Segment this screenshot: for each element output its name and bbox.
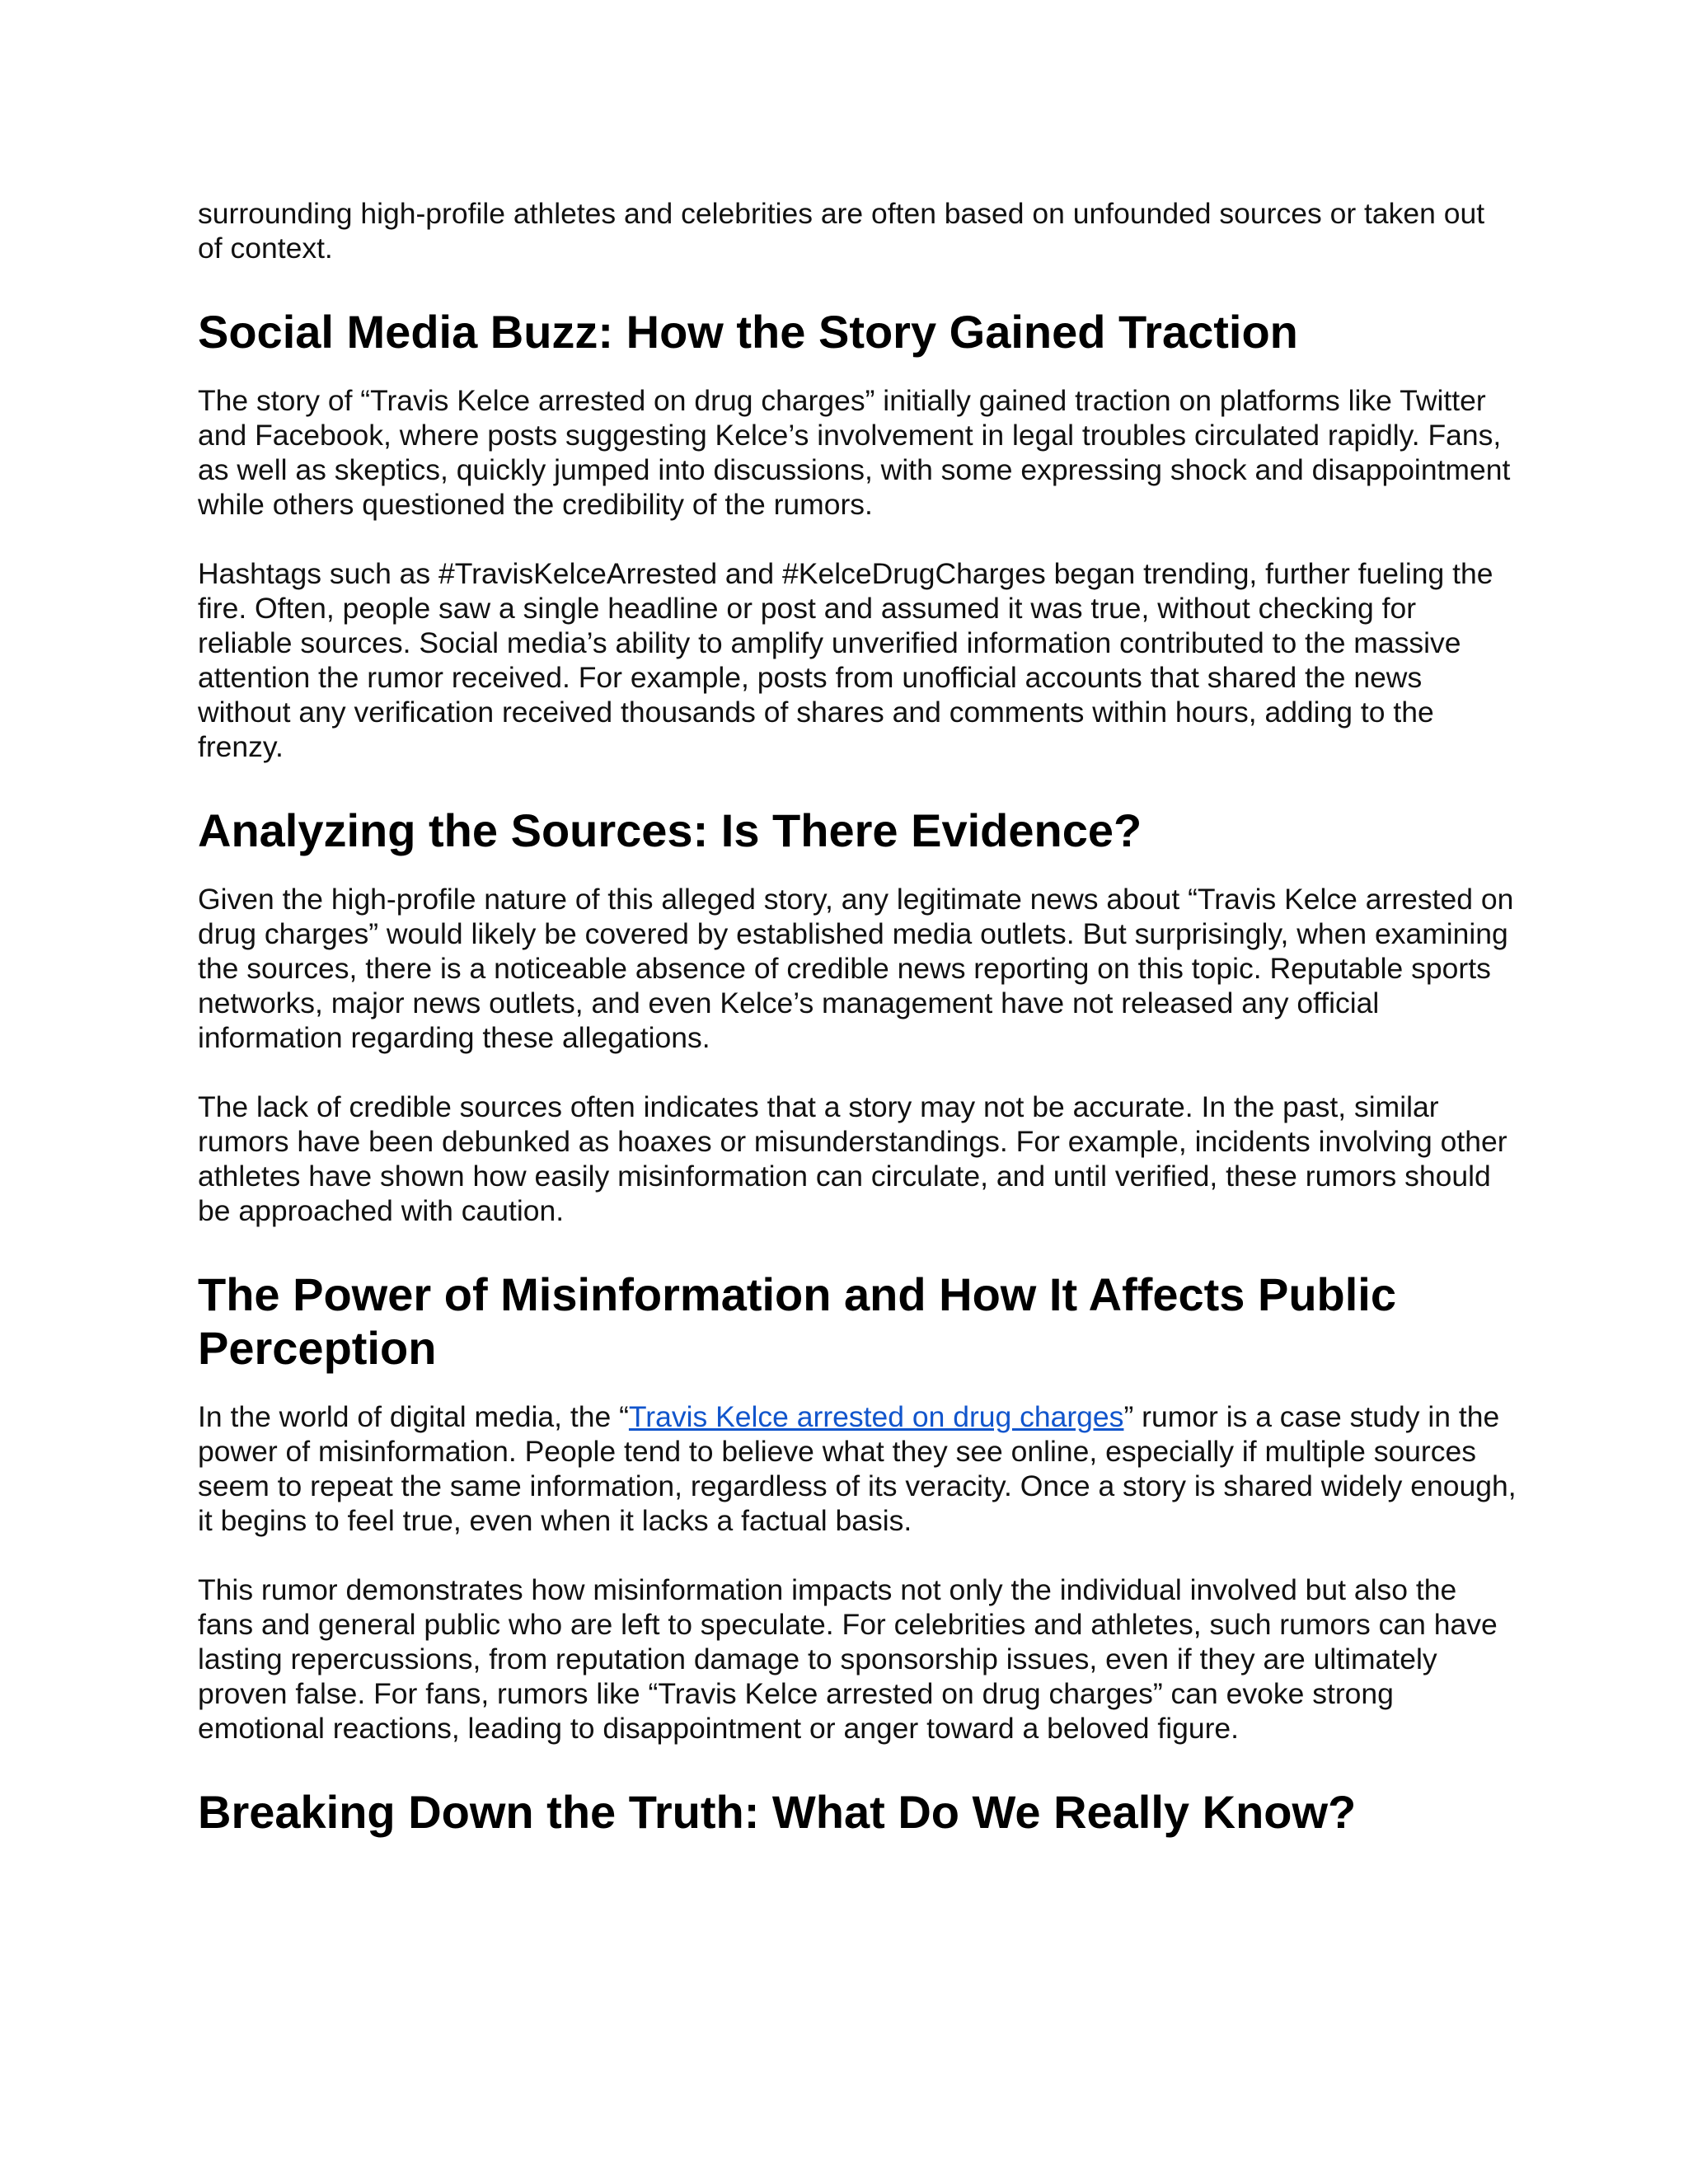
section-breaking-down-truth (198, 1785, 1517, 1839)
body-paragraph: Given the high-profile nature of this alleged story, any legitimate news about “Travis Kelce arrested on drug charges” would likely be covered by established media outlets. But surprisingly, when examining the sources, there is a noticeable absence of credible news reporting on this topic. Reputable sports networks, major news outlets, and even Kelce’s management have not released any official information regarding these allegations. (198, 883, 1514, 1054)
section-heading: Social Media Buzz: How the Story Gained Traction (198, 306, 1298, 358)
section-power-of-misinformation (198, 1268, 1517, 1746)
paragraph-text: In the world of digital media, the “ (198, 1400, 629, 1433)
body-paragraph: The lack of credible sources often indicates that a story may not be accurate. In the past, similar rumors have been debunked as hoaxes or misunderstandings. For example, incidents involving other athletes have shown how easily misinformation can circulate, and until verified, these rumors should be approached with caution. (198, 1090, 1507, 1227)
section-heading: The Power of Misinformation and How It Affects Public Perception (198, 1268, 1397, 1374)
body-paragraph-with-link (198, 1399, 1517, 1538)
intro-paragraph: surrounding high-profile athletes and celebrities are often based on unfounded sources or taken out of context. (198, 197, 1485, 265)
body-paragraph: Hashtags such as #TravisKelceArrested and #KelceDrugCharges began trending, further fueling the fire. Often, people saw a single headline or post and assumed it was true, without checking for reliable sources. Social media’s ability to amplify unverified information contributed to the massive attention the rumor received. For example, posts from unofficial accounts that shared the news without any verification received thousands of shares and comments within hours, adding to the frenzy. (198, 557, 1493, 763)
travis-kelce-article-link[interactable]: Travis Kelce arrested on drug charges (628, 1400, 1124, 1433)
section-analyzing-sources (198, 804, 1517, 1228)
body-paragraph: The story of “Travis Kelce arrested on drug charges” initially gained traction on platforms like Twitter and Facebook, where posts suggesting Kelce’s involvement in legal troubles circulated rapidly. Fans, as well as skeptics, quickly jumped into discussions, with some expressing shock and disappointment while others questioned the credibility of the rumors. (198, 384, 1511, 521)
section-heading: Analyzing the Sources: Is There Evidence? (198, 804, 1142, 856)
body-paragraph: This rumor demonstrates how misinformation impacts not only the individual involved but also the fans and general public who are left to speculate. For celebrities and athletes, such rumors can have lasting repercussions, from reputation damage to sponsorship issues, even if they are ultimately proven false. For fans, rumors like “Travis Kelce arrested on drug charges” can evoke strong emotional reactions, leading to disappointment or anger toward a beloved figure. (198, 1573, 1498, 1745)
section-heading: Breaking Down the Truth: What Do We Really Know? (198, 1786, 1357, 1838)
section-social-media-buzz (198, 305, 1517, 764)
document-page (198, 196, 1517, 1839)
paragraph-text: ” rumor is a case study in the power of misinformation. People tend to believe what they see online, especially if multiple sources seem to repeat the same information, regardless of its veracity. Once a story is shared widely enough, it begins to feel true, even when it lacks a factual basis. (198, 1400, 1517, 1537)
